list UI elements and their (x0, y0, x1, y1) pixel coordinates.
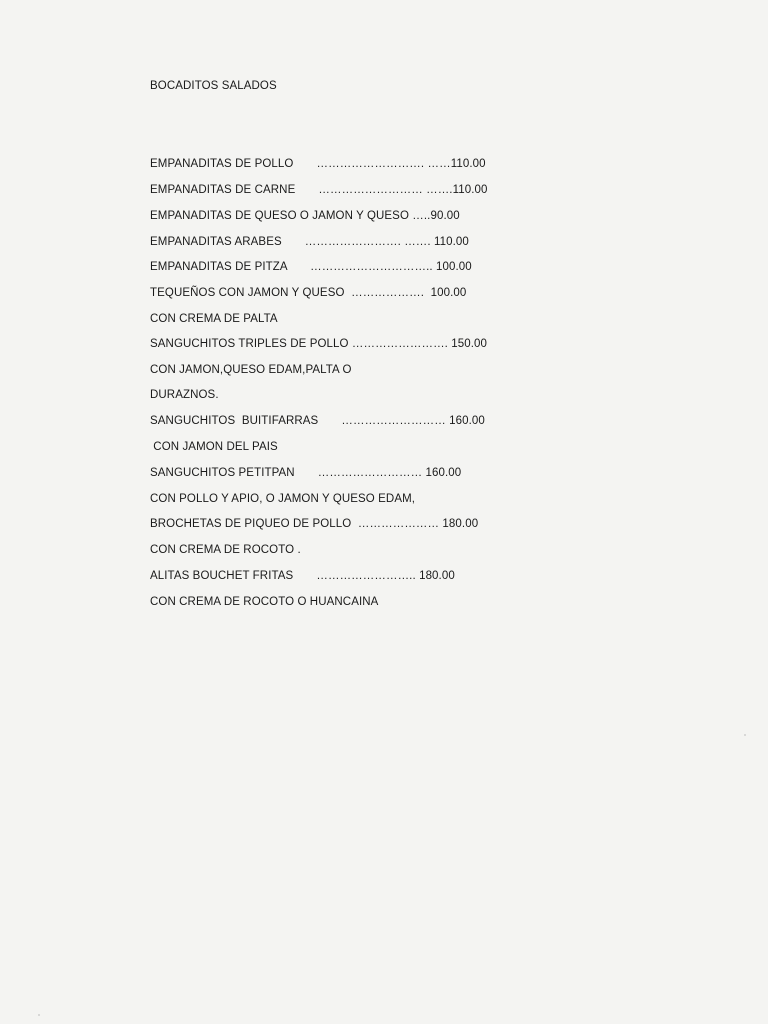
menu-line-sanguchitos-triples-detail: CON JAMON,QUESO EDAM,PALTA O (150, 364, 352, 376)
menu-line-petitpan-detail: CON POLLO Y APIO, O JAMON Y QUESO EDAM, (150, 493, 416, 505)
menu-line-brochetas: BROCHETAS DE PIQUEO DE POLLO ………………… 180.00 (150, 518, 479, 530)
menu-title: BOCADITOS SALADOS (150, 80, 277, 92)
scan-speck (38, 1014, 40, 1016)
menu-line-empanaditas-carne: EMPANADITAS DE CARNE ……………………… …….110.00 (150, 184, 488, 196)
menu-line-tequenos: TEQUEÑOS CON JAMON Y QUESO ………………. 100.00 (150, 287, 467, 299)
scan-speck (744, 734, 746, 736)
menu-line-sanguchitos-petitpan: SANGUCHITOS PETITPAN ……………………… 160.00 (150, 467, 462, 479)
menu-line-alitas: ALITAS BOUCHET FRITAS …………………….. 180.00 (150, 570, 455, 582)
menu-line-buitifarras-detail: CON JAMON DEL PAIS (150, 441, 278, 453)
menu-line-sanguchitos-buitifarras: SANGUCHITOS BUITIFARRAS ……………………… 160.00 (150, 415, 485, 427)
menu-line-alitas-detail: CON CREMA DE ROCOTO O HUANCAINA (150, 596, 379, 608)
menu-line-sanguchitos-triples-detail-2: DURAZNOS. (150, 389, 219, 401)
menu-line-empanaditas-pitza: EMPANADITAS DE PITZA ………………………….. 100.00 (150, 261, 472, 273)
menu-line-empanaditas-pollo: EMPANADITAS DE POLLO ………………………. ……110.00 (150, 158, 486, 170)
menu-line-empanaditas-arabes: EMPANADITAS ARABES ……………………. ……. 110.00 (150, 236, 469, 248)
menu-line-brochetas-detail: CON CREMA DE ROCOTO . (150, 544, 301, 556)
menu-line-tequenos-detail: CON CREMA DE PALTA (150, 313, 278, 325)
menu-line-sanguchitos-triples: SANGUCHITOS TRIPLES DE POLLO ……………………. 150.00 (150, 338, 488, 350)
menu-line-empanaditas-queso: EMPANADITAS DE QUESO O JAMON Y QUESO …..90.00 (150, 210, 460, 222)
